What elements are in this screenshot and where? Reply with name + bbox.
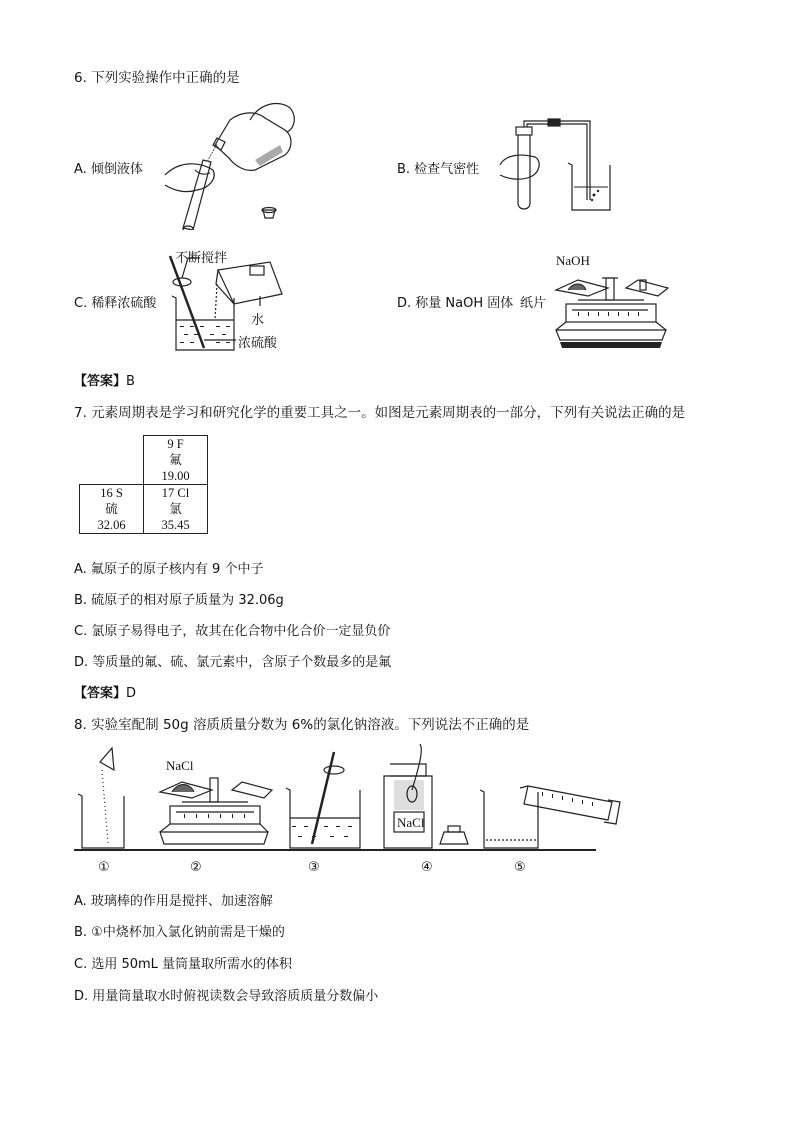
q6-figure-a <box>155 100 305 230</box>
q8-stem: 8. 实验室配制 50g 溶质质量分数为 6%的氯化钠溶液。下列说法不正确的是 <box>74 717 530 733</box>
answer-label: 【答案】 <box>74 374 127 389</box>
q7-option-a: A. 氟原子的原子核内有 9 个中子 <box>74 562 264 577</box>
element-number-symbol: 17 Cl <box>161 486 190 500</box>
element-cell-f <box>144 436 208 485</box>
q6-c-label-stir: 不断搅拌 <box>175 251 228 266</box>
q7-stem: 7. 元素周期表是学习和研究化学的重要工具之一。如图是元素周期表的一部分，下列有关说法正确的是 <box>74 405 686 421</box>
q8-nacl-label: NaCl <box>166 758 194 773</box>
element-number-symbol: 16 S <box>100 486 123 500</box>
answer-value: B <box>126 374 135 389</box>
element-name: 氟 <box>169 453 182 467</box>
q8-fig-label-3: ③ <box>308 860 320 875</box>
q8-option-d: D. 用量筒量取水时俯视读数会导致溶质质量分数偏小 <box>74 989 379 1004</box>
q6-option-c: C. 稀释浓硫酸 <box>74 296 157 311</box>
answer-value: D <box>126 686 137 701</box>
q6-answer <box>74 370 135 389</box>
q7-answer <box>74 682 136 701</box>
q6-d-label-paper: 纸片 <box>520 296 547 311</box>
element-name: 氯 <box>169 502 182 516</box>
q7-option-b: B. 硫原子的相对原子质量为 32.06g <box>74 593 284 608</box>
q8-option-a: A. 玻璃棒的作用是搅拌、加速溶解 <box>74 894 273 909</box>
q6-d-label-naoh: NaOH <box>556 253 590 268</box>
q6-figure-d <box>548 268 672 352</box>
element-name: 硫 <box>105 502 118 516</box>
answer-label: 【答案】 <box>74 686 127 701</box>
q8-figure-steps <box>72 740 632 880</box>
element-mass: 19.00 <box>161 469 190 483</box>
q8-bottle-label: NaCl <box>397 815 425 830</box>
q6-stem: 6. 下列实验操作中正确的是 <box>74 70 240 86</box>
q8-option-c: C. 选用 50mL 量筒量取所需水的体积 <box>74 957 293 972</box>
q6-option-d: D. 称量 NaOH 固体 <box>397 296 514 311</box>
q7-option-c: C. 氯原子易得电子，故其在化合物中化合价一定显负价 <box>74 624 391 639</box>
q8-fig-label-4: ④ <box>421 860 433 875</box>
element-mass: 35.45 <box>161 518 190 532</box>
q6-option-b: B. 检查气密性 <box>397 162 480 177</box>
element-cell-s <box>80 485 144 534</box>
q8-fig-label-1: ① <box>98 860 110 875</box>
q8-fig-label-5: ⑤ <box>514 860 526 875</box>
q7-option-d: D. 等质量的氟、硫、氯元素中，含原子个数最多的是氟 <box>74 655 392 670</box>
q6-figure-b <box>490 115 620 215</box>
q6-option-a: A. 倾倒液体 <box>74 162 143 177</box>
element-mass: 32.06 <box>97 518 126 532</box>
q6-c-label-water: 水 <box>251 313 265 328</box>
q8-fig-label-2: ② <box>190 860 202 875</box>
element-cell-cl <box>144 485 208 534</box>
element-number-symbol: 9 F <box>167 437 184 451</box>
empty-cell <box>80 436 144 485</box>
q6-c-label-acid: 浓硫酸 <box>238 336 278 351</box>
q8-option-b: B. ①中烧杯加入氯化钠前需是干燥的 <box>74 925 285 940</box>
periodic-table-fragment <box>79 435 208 534</box>
